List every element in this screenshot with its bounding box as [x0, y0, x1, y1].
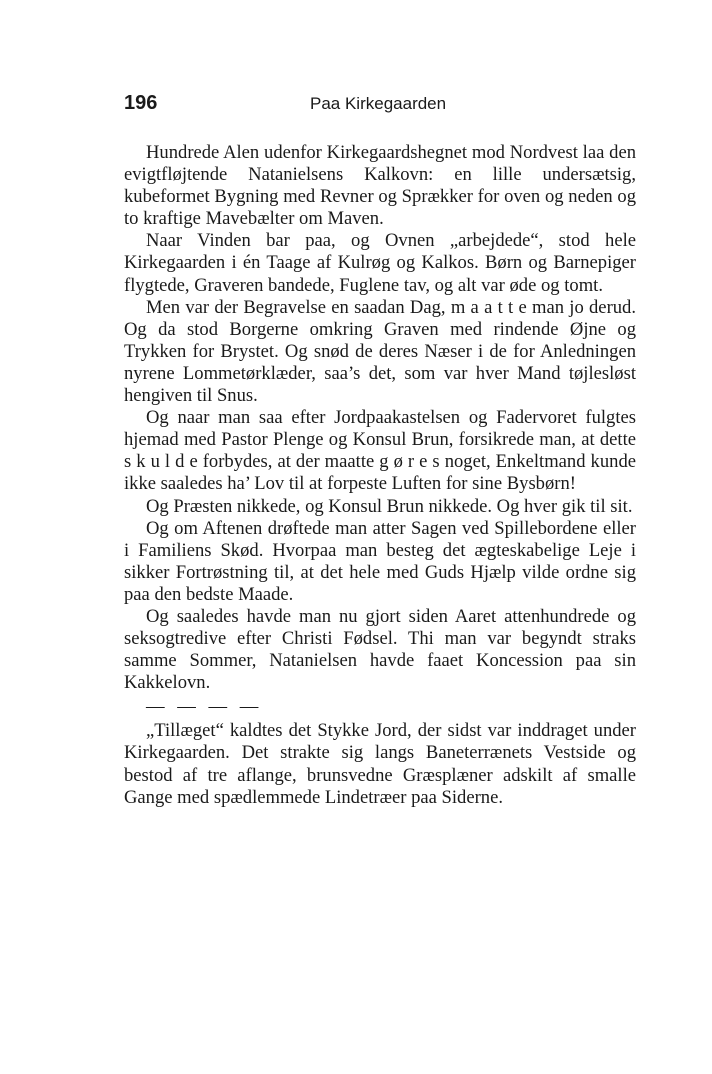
- page-header: [124, 92, 636, 122]
- section-separator: — — — —: [146, 696, 263, 718]
- book-page: [124, 92, 636, 809]
- paragraph: Hundrede Alen udenfor Kirkegaardshegnet mod Nordvest laa den evigtfløjtende Natanielsens Kalkovn: en lille undersætsig, kubeformet Bygning med Revner og Sprækker for oven og neden og to kraftige Mavebælter om Maven.: [124, 142, 636, 230]
- running-title: Paa Kirkegaarden: [310, 94, 447, 113]
- paragraph: Og om Aftenen drøftede man atter Sagen ved Spillebordene eller i Familiens Skød. Hvorpaa man besteg det ægteskabelige Leje i sikker Fortrøstning til, at det hele med Guds Hjælp vilde ordne sig paa den bedste Maade.: [124, 517, 636, 605]
- body-text: [124, 142, 636, 809]
- page-number: 196: [124, 92, 158, 114]
- paragraph: „Tillæget“ kaldtes det Stykke Jord, der sidst var inddraget under Kirkegaarden. Det strakte sig langs Baneterrænets Vestside og bestod af tre aflange, brunsvedne Græsplæner adskilt af smalle Gange med spædlemmede Lindetræer paa Siderne.: [124, 720, 636, 808]
- paragraph: Naar Vinden bar paa, og Ovnen „arbejdede“, stod hele Kirkegaarden i én Taage af Kulrøg og Kalkos. Børn og Barnepiger flygtede, Graveren bandede, Fuglene tav, og alt var øde og tomt.: [124, 230, 636, 296]
- paragraph: Og naar man saa efter Jordpaakastelsen og Fadervoret fulgtes hjemad med Pastor Plenge og Konsul Brun, forsikrede man, at dette s k u l d e forbydes, at der maatte g ø r e s noget, Enkeltmand kunde ikke saaledes ha’ Lov til at forpeste Luften for sine Bysbørn!: [124, 407, 636, 495]
- paragraph: Og Præsten nikkede, og Konsul Brun nikkede. Og hver gik til sit.: [146, 495, 633, 517]
- paragraph: Men var der Begravelse en saadan Dag, m a a t t e man jo derud. Og da stod Borgerne omkring Graven med rindende Øjne og Trykken for Brystet. Og snød de deres Næser i de for Anledningen nyrene Lommetørklæder, saa’s det, som var hver Mand tøjlesløst hengiven til Snus.: [124, 296, 636, 407]
- paragraph: Og saaledes havde man nu gjort siden Aaret attenhundrede og seksogtredive efter Christi Fødsel. Thi man var begyndt straks samme Sommer, Natanielsen havde faaet Koncession paa sin Kakkelovn.: [124, 605, 636, 694]
